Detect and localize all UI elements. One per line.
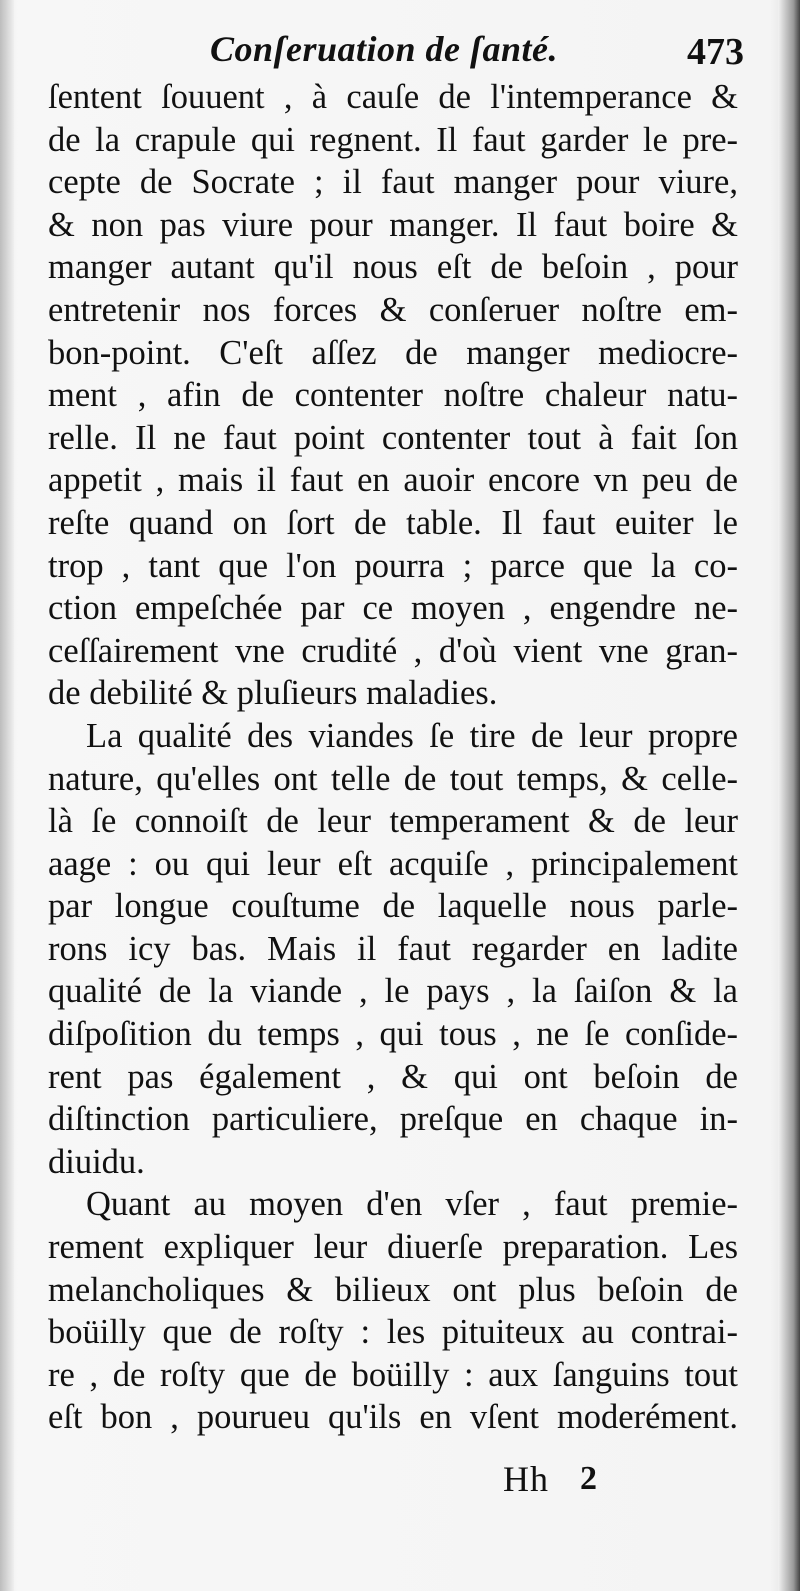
text-line: relle. Il ne faut point contenter tout à fait ſon bbox=[48, 418, 738, 457]
text-line: bon-point. C'eſt aſſez de manger mediocre- bbox=[48, 333, 738, 372]
text-line: ment , afin de contenter noſtre chaleur natu- bbox=[48, 376, 738, 415]
text-line: par longue couſtume de laquelle nous parle- bbox=[48, 887, 738, 926]
text-line: de la crapule qui regnent. Il faut garder le pre- bbox=[48, 120, 738, 159]
paragraph-2 bbox=[48, 715, 738, 1184]
signature-number: 2 bbox=[580, 1460, 597, 1497]
page-number: 473 bbox=[687, 31, 744, 73]
text-line: diſpoſition du temps , qui tous , ne ſe conſide- bbox=[48, 1015, 738, 1054]
text-line: là ſe connoiſt de leur temperament & de leur bbox=[48, 802, 738, 841]
text-line: diſtinction particuliere, preſque en chaque in- bbox=[48, 1100, 738, 1139]
text-line: rons icy bas. Mais il faut regarder en ladite bbox=[48, 929, 738, 968]
page-right-edge bbox=[778, 0, 800, 1591]
text-line: ction empeſchée par ce moyen , engendre ne- bbox=[48, 589, 738, 628]
page-header bbox=[60, 22, 760, 82]
text-line: diuidu. bbox=[48, 1142, 145, 1181]
text-line: qualité de la viande , le pays , la ſaiſon & la bbox=[48, 972, 738, 1011]
body-text bbox=[48, 76, 738, 1439]
text-line: & non pas viure pour manger. Il faut boire & bbox=[48, 205, 738, 244]
text-line: re , de roſty que de boüilly : aux ſanguins tout bbox=[48, 1355, 738, 1394]
text-line: reſte quand on ſort de table. Il faut euiter le bbox=[48, 503, 738, 542]
text-line: appetit , mais il faut en auoir encore vn peu de bbox=[48, 461, 738, 500]
text-line: Quant au moyen d'en vſer , faut premie- bbox=[86, 1185, 738, 1224]
text-line: boüilly que de roſty : les pituiteux au contrai- bbox=[48, 1313, 738, 1352]
text-line: cepte de Socrate ; il faut manger pour viure, bbox=[48, 163, 738, 202]
text-line: eſt bon , pourueu qu'ils en vſent moderément. bbox=[48, 1398, 738, 1437]
text-line: entretenir nos forces & conſeruer noſtre em- bbox=[48, 290, 738, 329]
paragraph-3 bbox=[48, 1183, 738, 1439]
running-title: Conſeruation de ſanté. bbox=[210, 29, 559, 69]
page-footer bbox=[48, 1458, 738, 1508]
text-line: trop , tant que l'on pourra ; parce que la co- bbox=[48, 546, 738, 585]
text-line: ceſſairement vne crudité , d'où vient vne gran- bbox=[48, 631, 738, 670]
text-line: rent pas également , & qui ont beſoin de bbox=[48, 1057, 738, 1096]
text-line: rement expliquer leur diuerſe preparation. Les bbox=[48, 1228, 738, 1267]
text-line: nature, qu'elles ont telle de tout temps, & celle- bbox=[48, 759, 738, 798]
page-left-edge bbox=[0, 0, 14, 1591]
text-line: manger autant qu'il nous eſt de beſoin , pour bbox=[48, 248, 738, 287]
text-line: ſentent ſouuent , à cauſe de l'intemperance & bbox=[48, 78, 738, 116]
signature-mark: Hh bbox=[503, 1459, 549, 1499]
text-line: de debilité & pluſieurs maladies. bbox=[48, 674, 498, 713]
text-line: La qualité des viandes ſe tire de leur propre bbox=[86, 716, 738, 755]
paragraph-1 bbox=[48, 76, 738, 715]
text-line: aage : ou qui leur eſt acquiſe , principalement bbox=[48, 844, 738, 883]
text-line: melancholiques & bilieux ont plus beſoin de bbox=[48, 1270, 738, 1309]
